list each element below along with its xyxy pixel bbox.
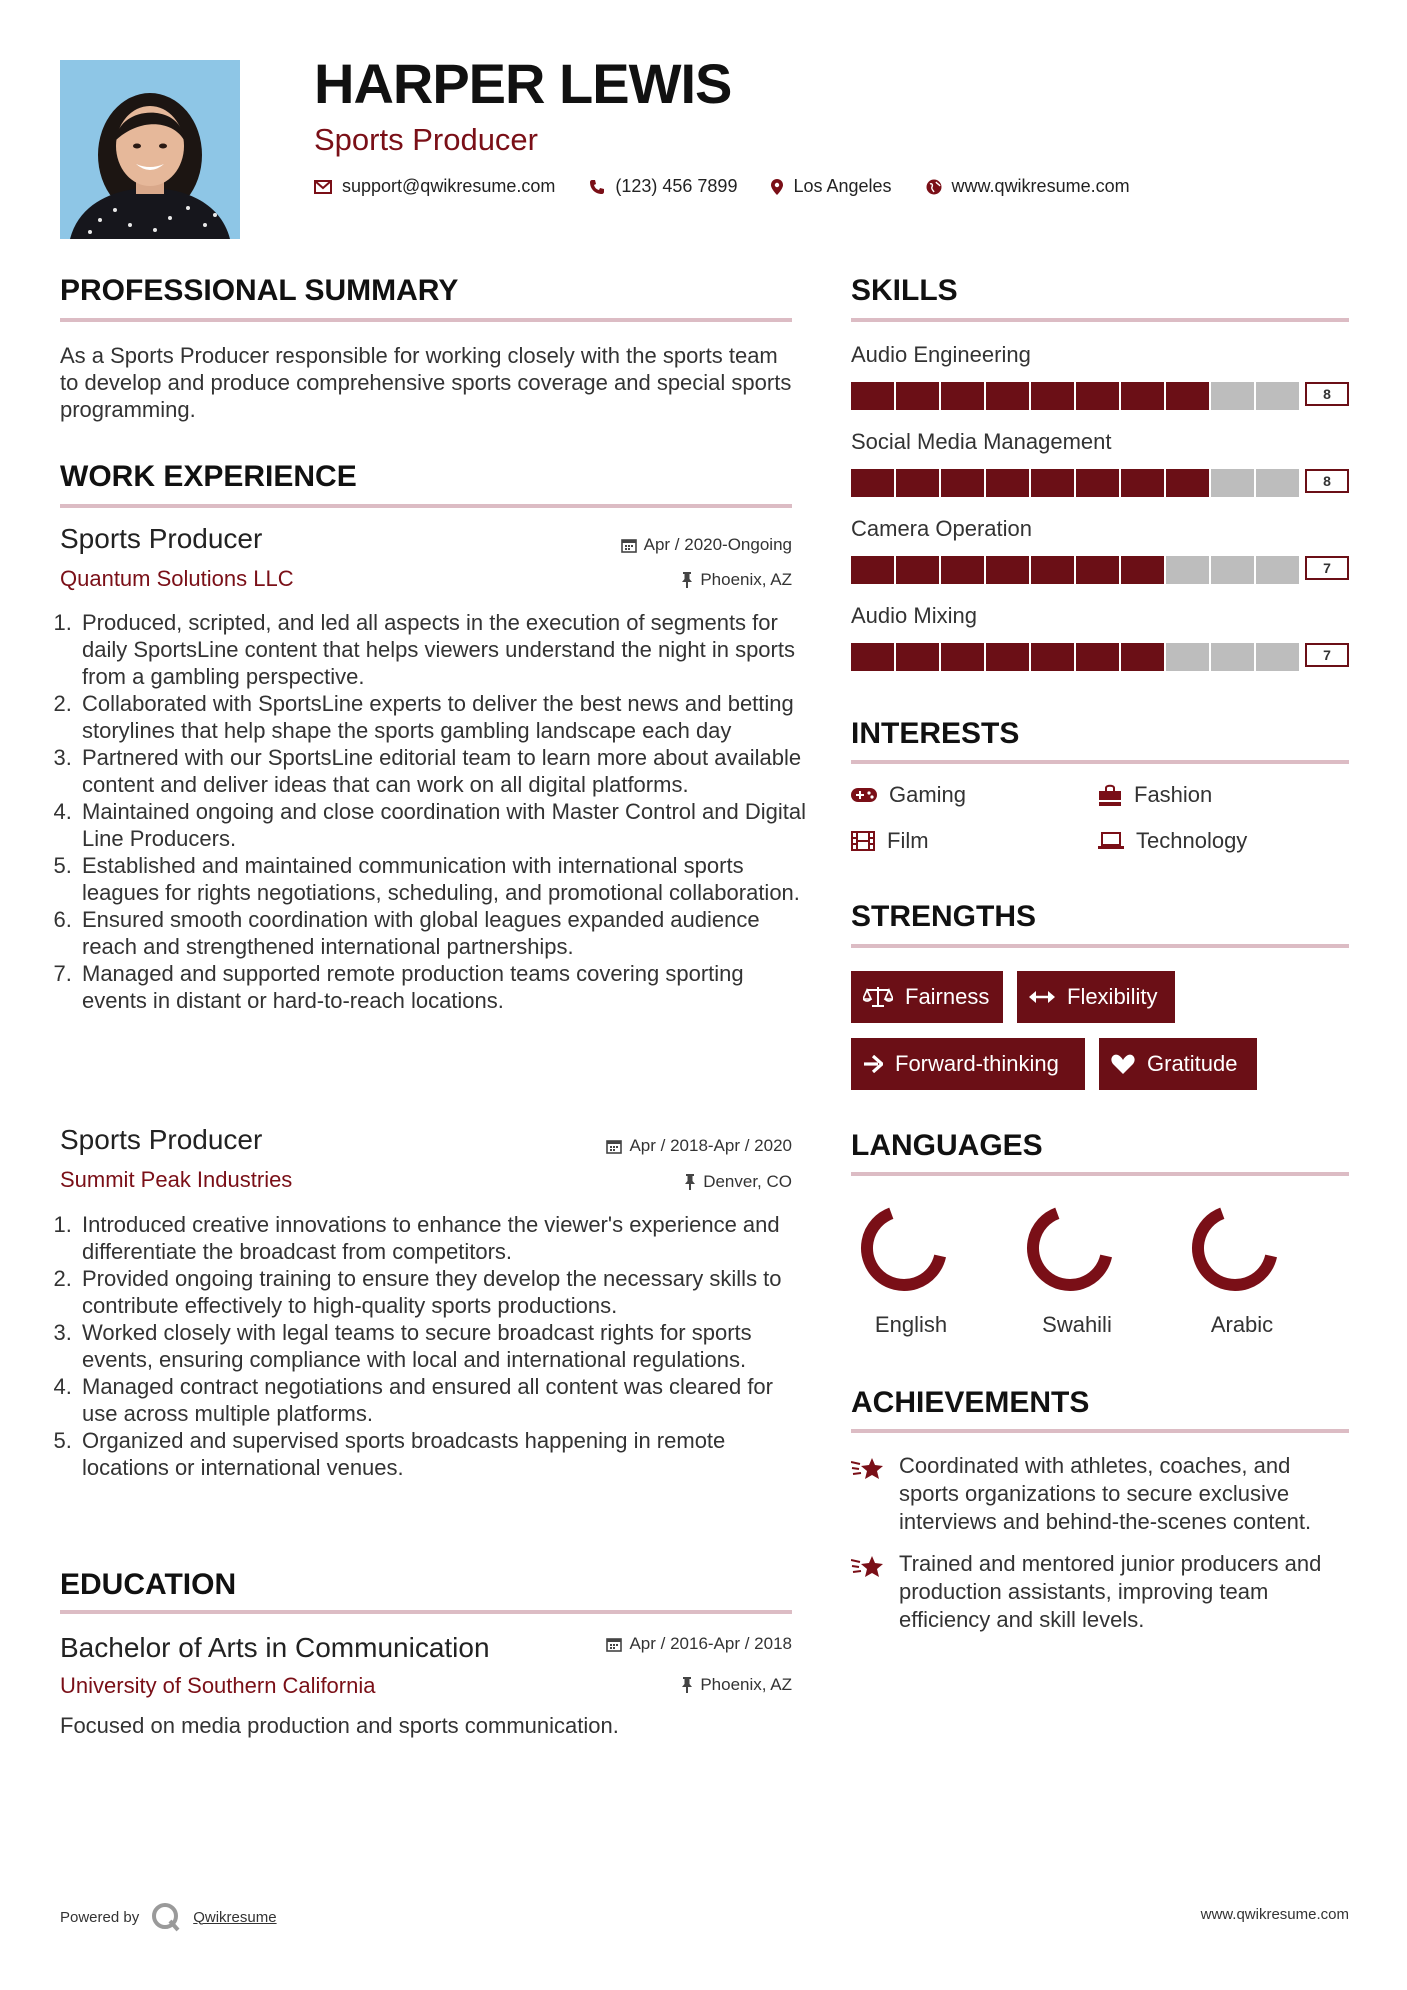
contact-website[interactable]: www.qwikresume.com [951, 176, 1130, 196]
language-label: English [874, 1312, 948, 1337]
skill-bar-segment [1211, 643, 1254, 671]
list-item: 3. Worked closely with legal teams to secure broadcast rights for sports events, ensuring compliance with local and international regulations. [78, 1319, 810, 1373]
strength-label: Flexibility [1067, 984, 1158, 1009]
skill-bar-segment [986, 643, 1029, 671]
powered-by-text: Powered by [60, 1908, 140, 1926]
shopping-bag-icon [1098, 784, 1122, 806]
skill-bar-segment [1256, 643, 1299, 671]
list-item: 5. Established and maintained communication with international sports leagues for rights negotiations, scheduling, and promotional collaboration. [78, 852, 810, 906]
education-date [606, 1634, 792, 1654]
strength-label: Fairness [905, 984, 990, 1009]
job-date-text: Apr / 2018-Apr / 2020 [629, 1136, 792, 1155]
interests-title: INTERESTS [851, 717, 1020, 750]
job-date [621, 535, 792, 555]
shooting-star-icon [851, 1552, 885, 1580]
calendar-icon [621, 537, 637, 553]
skill-bar-segment [896, 469, 939, 497]
skill-level-value: 7 [1305, 556, 1349, 580]
skill-bar-segment [1121, 469, 1164, 497]
language-ring [1025, 1203, 1115, 1293]
skill-bar-segment [986, 382, 1029, 410]
job-location-text: Phoenix, AZ [700, 570, 792, 589]
interest-item [851, 782, 966, 808]
skill-label: Audio Mixing [851, 603, 977, 628]
list-item: 6. Ensured smooth coordination with global leagues expanded audience reach and strengthened international partnerships. [78, 906, 810, 960]
education-title: EDUCATION [60, 1568, 237, 1601]
pushpin-icon [681, 572, 693, 588]
list-item: 1. Produced, scripted, and led all aspects in the execution of segments for daily SportsLine content that helps viewers understand the night in sports from a gambling perspective. [78, 609, 810, 690]
profile-photo [60, 60, 240, 239]
interest-item [1098, 782, 1212, 808]
skill-bar-segment [1031, 469, 1074, 497]
strength-tag [851, 971, 1003, 1023]
skill-level-value: 8 [1305, 382, 1349, 406]
interest-label: Technology [1136, 828, 1248, 853]
education-divider [60, 1610, 792, 1614]
school-name: University of Southern California [60, 1673, 376, 1698]
globe-icon [926, 179, 942, 195]
film-icon [851, 831, 875, 851]
skill-bar-segment [851, 556, 894, 584]
job-location-text: Denver, CO [703, 1172, 792, 1191]
language-label: Arabic [1210, 1312, 1274, 1337]
interest-label: Fashion [1134, 782, 1213, 807]
skill-label: Social Media Management [851, 429, 1112, 454]
summary-title: PROFESSIONAL SUMMARY [60, 274, 459, 307]
education-location-text: Phoenix, AZ [700, 1675, 792, 1694]
language-item [859, 1203, 949, 1298]
achievement-item [851, 1452, 1349, 1536]
footer-powered [60, 1902, 277, 1932]
skill-bar-segment [1076, 469, 1119, 497]
skill-bar [851, 382, 1349, 410]
language-item [1190, 1203, 1280, 1298]
skill-bar-segment [1076, 643, 1119, 671]
interests-divider [851, 760, 1349, 764]
languages-divider [851, 1172, 1349, 1176]
interest-label: Film [887, 828, 929, 853]
arrows-horizontal-icon [1029, 990, 1055, 1004]
skill-bar-segment [1211, 556, 1254, 584]
list-item: 4. Managed contract negotiations and ensured all content was cleared for use across multiple platforms. [78, 1373, 810, 1427]
skill-level-value: 7 [1305, 643, 1349, 667]
job-duties-list [60, 609, 810, 1014]
skill-bar-segment [1031, 556, 1074, 584]
skill-bar-segment [1121, 382, 1164, 410]
job-title: Sports Producer [60, 523, 263, 554]
qwikresume-logo-icon [151, 1902, 181, 1932]
skill-bar-segment [1166, 469, 1209, 497]
languages-title: LANGUAGES [851, 1129, 1043, 1162]
brand-link[interactable]: Qwikresume [193, 1908, 277, 1926]
footer-url[interactable]: www.qwikresume.com [1200, 1906, 1349, 1923]
interest-item [1098, 828, 1247, 854]
skill-bar-segment [1166, 382, 1209, 410]
skill-bar-segment [1121, 556, 1164, 584]
summary-divider [60, 318, 792, 322]
skill-bar-segment [896, 556, 939, 584]
skill-label: Camera Operation [851, 516, 1032, 541]
skill-bar-segment [986, 469, 1029, 497]
contact-phone[interactable]: (123) 456 7899 [615, 176, 738, 196]
achievement-text: Coordinated with athletes, coaches, and sports organizations to secure exclusive interviews and behind-the-scenes content. [899, 1453, 1312, 1534]
skill-bar-segment [1121, 643, 1164, 671]
skill-bar-segment [851, 643, 894, 671]
heart-icon [1111, 1054, 1135, 1074]
job-company: Summit Peak Industries [60, 1167, 293, 1192]
strength-label: Gratitude [1147, 1051, 1238, 1076]
contact-email[interactable]: support@qwikresume.com [342, 176, 556, 196]
job-duties-list [60, 1211, 810, 1481]
achievements-divider [851, 1429, 1349, 1433]
degree-title: Bachelor of Arts in Communication [60, 1632, 490, 1663]
candidate-role: Sports Producer [314, 122, 538, 157]
achievement-text: Trained and mentored junior producers and production assistants, improving team efficiency and skill levels. [899, 1551, 1322, 1632]
skill-bar-segment [1166, 643, 1209, 671]
skill-bar-segment [1076, 556, 1119, 584]
skill-bar-segment [1256, 382, 1299, 410]
shooting-star-icon [851, 1454, 885, 1482]
work-divider [60, 504, 792, 508]
skill-bar-segment [941, 382, 984, 410]
pushpin-icon [684, 1174, 696, 1190]
skill-bar-segment [986, 556, 1029, 584]
calendar-icon [606, 1636, 622, 1652]
skill-label: Audio Engineering [851, 342, 1031, 367]
skill-bar-segment [1211, 469, 1254, 497]
job-company: Quantum Solutions LLC [60, 566, 294, 591]
contact-bar [314, 176, 1130, 197]
skill-bar-segment [1166, 556, 1209, 584]
strength-tag [851, 1038, 1085, 1090]
list-item: 4. Maintained ongoing and close coordination with Master Control and Digital Line Producers. [78, 798, 810, 852]
phone-icon [589, 179, 605, 195]
language-ring [859, 1203, 949, 1293]
interest-label: Gaming [889, 782, 967, 807]
strength-tag [1017, 971, 1175, 1023]
skill-bar-segment [896, 382, 939, 410]
education-location [681, 1675, 792, 1695]
skill-bar-segment [851, 469, 894, 497]
strengths-title: STRENGTHS [851, 900, 1037, 933]
skill-bar [851, 469, 1349, 497]
achievements-title: ACHIEVEMENTS [851, 1386, 1090, 1419]
gamepad-icon [851, 787, 877, 803]
summary-text: As a Sports Producer responsible for working closely with the sports team to develop and produce comprehensive sports coverage and special sports programming. [60, 343, 792, 422]
job-location [684, 1172, 792, 1192]
skill-bar-segment [1076, 382, 1119, 410]
skill-bar-segment [1031, 643, 1074, 671]
skill-bar [851, 643, 1349, 671]
achievement-item [851, 1550, 1349, 1634]
laptop-icon [1098, 832, 1124, 850]
list-item: 5. Organized and supervised sports broadcasts happening in remote locations or international venues. [78, 1427, 810, 1481]
strength-label: Forward-thinking [895, 1051, 1059, 1076]
skill-bar-segment [941, 556, 984, 584]
language-label: Swahili [1042, 1312, 1112, 1337]
job-title: Sports Producer [60, 1124, 263, 1155]
job-location [681, 570, 792, 590]
calendar-icon [606, 1138, 622, 1154]
language-item [1025, 1203, 1115, 1298]
balance-scale-icon [863, 986, 893, 1008]
skill-bar-segment [1256, 556, 1299, 584]
list-item: 7. Managed and supported remote production teams covering sporting events in distant or hard-to-reach locations. [78, 960, 810, 1014]
list-item: 1. Introduced creative innovations to enhance the viewer's experience and differentiate the broadcast from competitors. [78, 1211, 810, 1265]
skill-bar [851, 556, 1349, 584]
language-ring [1190, 1203, 1280, 1293]
skill-bar-segment [896, 643, 939, 671]
skills-divider [851, 318, 1349, 322]
strengths-divider [851, 944, 1349, 948]
skill-level-value: 8 [1305, 469, 1349, 493]
contact-location: Los Angeles [793, 176, 892, 196]
skill-bar-segment [1031, 382, 1074, 410]
skill-bar-segment [851, 382, 894, 410]
arrow-right-icon [863, 1055, 883, 1073]
education-date-text: Apr / 2016-Apr / 2018 [629, 1634, 792, 1653]
pushpin-icon [681, 1677, 693, 1693]
job-date [606, 1136, 792, 1156]
skills-title: SKILLS [851, 274, 958, 307]
strength-tag [1099, 1038, 1257, 1090]
list-item: 3. Partnered with our SportsLine editorial team to learn more about available content and deliver ideas that can work on all digital platforms. [78, 744, 810, 798]
skill-bar-segment [1256, 469, 1299, 497]
work-title: WORK EXPERIENCE [60, 460, 357, 493]
envelope-icon [314, 180, 332, 194]
list-item: 2. Provided ongoing training to ensure they develop the necessary skills to contribute effectively to high-quality sports productions. [78, 1265, 810, 1319]
list-item: 2. Collaborated with SportsLine experts to deliver the best news and betting storylines that help shape the sports gambling landscape each day [78, 690, 810, 744]
interest-item [851, 828, 929, 854]
job-date-text: Apr / 2020-Ongoing [643, 535, 792, 554]
candidate-name: HARPER LEWIS [314, 52, 732, 115]
map-pin-icon [771, 179, 783, 195]
education-note: Focused on media production and sports communication. [60, 1713, 619, 1738]
skill-bar-segment [1211, 382, 1254, 410]
skill-bar-segment [941, 469, 984, 497]
skill-bar-segment [941, 643, 984, 671]
